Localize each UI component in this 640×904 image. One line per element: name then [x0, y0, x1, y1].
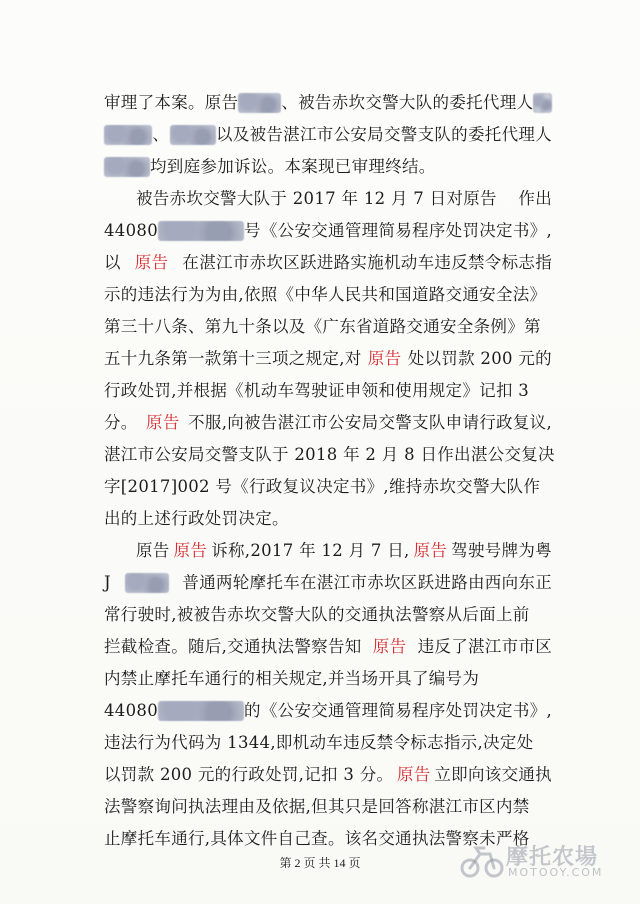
text-segment: 不服,向被告湛江市公安局交警支队申请行政复议, [188, 413, 552, 432]
highlight-plaintiff: 原告 [397, 765, 431, 784]
text-segment: 审理了本案。原告 [104, 93, 239, 112]
page-number: 第 2 页 共 14 页 [279, 856, 361, 870]
text-segment: 示的违法行为为由,依照《中华人民共和国道路交通安全法》 [104, 285, 547, 304]
redacted-number [158, 221, 244, 241]
text-segment: 诉称,2017 年 12 月 7 日, [211, 541, 410, 560]
redacted-plate [125, 573, 169, 593]
text-line [104, 794, 552, 820]
text-line [104, 506, 552, 532]
text-segment: 均到庭参加诉讼。本案现已审理终结。 [150, 157, 436, 176]
text-line [104, 698, 552, 724]
redacted-name [238, 93, 281, 113]
text-segment: 被告赤坎交警大队于 2017 年 12 月 7 日对原告 [136, 189, 497, 208]
redacted-name [104, 125, 152, 145]
text-segment: 号《公安交通管理简易程序处罚决定书》, [244, 221, 552, 240]
text-segment: 的《公安交通管理简易程序处罚决定书》, [244, 701, 552, 720]
text-segment: 分。 [104, 413, 138, 432]
text-segment: 以罚款 200 元的行政处罚,记扣 3 分。 [104, 765, 394, 784]
text-segment: 违反了湛江市市区 [417, 637, 552, 656]
text-line [104, 90, 552, 116]
text-segment: 原告 [136, 541, 170, 560]
highlight-plaintiff: 原告 [367, 349, 402, 368]
text-segment: 第三十八条、第九十条以及《广东省道路交通安全条例》第 [104, 317, 541, 336]
text-line [104, 122, 552, 148]
text-line [104, 218, 552, 244]
text-line [104, 474, 552, 500]
text-segment: 法警察询问执法理由及依据,但其只是回答称湛江市区内禁 [104, 797, 530, 816]
watermark-url: MOTOOY.COM [508, 866, 604, 879]
redacted-name [533, 93, 552, 113]
text-segment: 处以罚款 200 元的 [407, 349, 552, 368]
text-segment: 以 [104, 253, 121, 272]
text-segment: 以及被告湛江市公安局交警支队的委托代理人 [215, 125, 552, 144]
text-segment: 出的上述行政处罚决定。 [104, 509, 289, 528]
text-segment: 止摩托车通行,具体文件自己查。该名交通执法警察未严格 [104, 829, 530, 848]
redacted-name [104, 157, 150, 177]
text-segment: 驾驶号牌为粤 [451, 541, 552, 560]
watermark-text: 摩托农場 [506, 845, 599, 870]
text-segment: 立即向该交通执 [434, 765, 552, 784]
text-segment: 在湛江市赤坎区跃进路实施机动车违反禁令标志指 [182, 253, 552, 272]
highlight-plaintiff: 原告 [173, 541, 208, 560]
text-line [104, 570, 552, 596]
text-line [104, 250, 552, 276]
text-segment: 44080 [104, 701, 158, 720]
text-segment: 、 [152, 125, 170, 144]
text-line [104, 634, 552, 660]
text-segment: 普通两轮摩托车在湛江市赤坎区跃进路由西向东正 [182, 573, 552, 592]
text-segment: 44080 [104, 221, 158, 240]
text-segment: 内禁止摩托车通行的相关规定,并当场开具了编号为 [104, 669, 480, 688]
text-segment: J [104, 573, 111, 592]
redacted-name [170, 125, 216, 145]
text-line [104, 282, 552, 308]
text-line [104, 410, 552, 436]
text-line [104, 378, 552, 404]
text-segment: 字[2017]002 号《行政复议决定书》,维持赤坎交警大队作 [104, 477, 541, 496]
text-line [104, 666, 552, 692]
text-line [136, 538, 552, 564]
text-segment: 常行驶时,被被告赤坎交警大队的交通执法警察从后面上前 [104, 605, 530, 624]
text-line [104, 314, 552, 340]
text-segment: 行政处罚,并根据《机动车驾驶证申领和使用规定》记扣 3 [104, 381, 530, 400]
text-line [104, 602, 552, 628]
highlight-plaintiff: 原告 [372, 637, 407, 656]
text-segment: 作出 [518, 189, 552, 208]
text-line [104, 154, 552, 180]
text-segment: 拦截检查。随后,交通执法警察告知 [104, 637, 362, 656]
text-line [104, 730, 552, 756]
highlight-plaintiff: 原告 [134, 253, 169, 272]
text-line [104, 346, 552, 372]
redacted-number [158, 701, 244, 721]
text-line [104, 442, 555, 468]
text-segment: 、被告赤坎交警大队的委托代理人 [281, 93, 534, 112]
text-segment: 五十九条第一款第十三项之规定,对 [104, 349, 362, 368]
text-segment: 湛江市公安局交警支队于 2018 年 2 月 8 日作出湛公交复决 [104, 445, 555, 464]
text-line [104, 762, 552, 788]
highlight-plaintiff: 原告 [413, 541, 448, 560]
highlight-plaintiff: 原告 [146, 413, 180, 432]
text-segment: 违法行为代码为 1344,即机动车违反禁令标志指示,决定处 [104, 733, 534, 752]
text-line [136, 186, 552, 212]
